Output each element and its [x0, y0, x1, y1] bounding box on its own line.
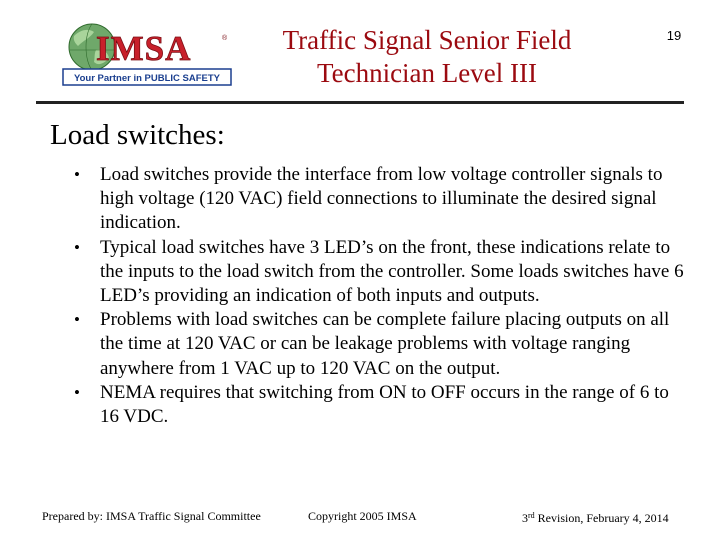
footer-revision — [522, 508, 669, 526]
bullet-icon: • — [74, 237, 80, 257]
bullet-icon: • — [74, 310, 80, 330]
bullet-text: Problems with load switches can be complete failure placing outputs on all the time at 120 VAC or can be leakage problems with voltage ranging anywhere from 1 VAC up to 120 VAC on the output. — [100, 309, 670, 379]
revision-number: 3 — [522, 511, 528, 525]
bullet-item — [74, 163, 684, 236]
bullet-icon: • — [74, 382, 80, 402]
registered-mark: ® — [222, 35, 228, 42]
logo-text: IMSA — [96, 29, 192, 68]
bullet-item — [74, 381, 684, 429]
bullet-text: NEMA requires that switching from ON to OFF occurs in the range of 6 to 16 VDC. — [100, 381, 669, 428]
bullet-text: Load switches provide the interface from low voltage controller signals to high voltage (120 VAC) field connections to illuminate the desired signal indication. — [100, 164, 663, 234]
section-heading: Load switches: — [50, 119, 225, 151]
title-line-2: Technician Level III — [317, 58, 537, 88]
logo-tagline: Your Partner in PUBLIC SAFETY — [73, 73, 221, 84]
revision-text: Revision, February 4, 2014 — [534, 511, 669, 525]
bullet-item — [74, 236, 684, 309]
imsa-logo — [62, 20, 234, 90]
bullet-text: Typical load switches have 3 LED’s on the front, these indications relate to the inputs to the load switch from the controller. Some loads switches have 6 LED’s providing an indication of both inputs and outputs. — [100, 236, 684, 307]
bullet-icon: • — [74, 165, 80, 184]
bullet-list — [74, 163, 684, 429]
bullet-item — [74, 308, 684, 381]
title-line-1: Traffic Signal Senior Field — [282, 25, 572, 55]
footer-copyright: Copyright 2005 IMSA — [308, 509, 417, 523]
slide-title — [254, 24, 600, 90]
footer-prepared-by: Prepared by: IMSA Traffic Signal Committee — [42, 509, 261, 523]
page-number: 19 — [666, 28, 682, 43]
revision-ordinal: rd — [528, 511, 535, 520]
header-divider — [36, 101, 684, 104]
